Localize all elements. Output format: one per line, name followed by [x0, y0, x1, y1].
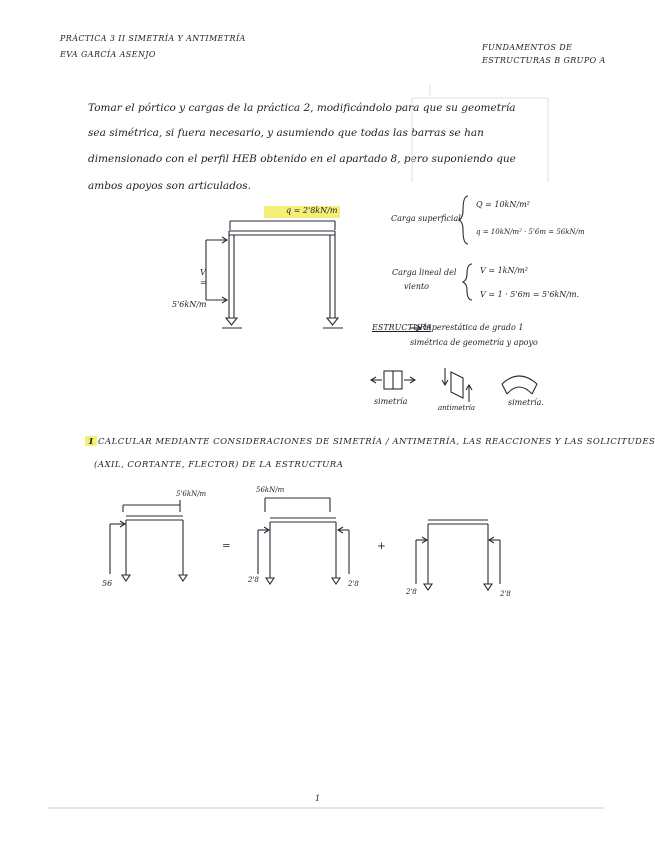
side-label-v: V	[200, 268, 206, 277]
course-name: FUNDAMENTOS DE	[482, 43, 573, 52]
right-support	[327, 318, 338, 325]
decomp-right-left: 2'8	[406, 588, 417, 596]
statement-line-3: dimensionado con el perfil HEB obtenido en el apartado 8, pero suponiendo que	[88, 153, 516, 165]
section-title-1: CALCULAR MEDIANTE CONSIDERACIONES DE SIMETRÍA / ANTIMETRÍA, LAS REACCIONES Y LAS SOLICITUDES	[98, 437, 655, 447]
surface-load-eq1: Q = 10kN/m²	[476, 200, 530, 209]
left-support	[226, 318, 237, 325]
decomp-left-side-load: 56	[102, 579, 113, 588]
statement-line-2: sea simétrica, si fuera necesario, y asumiendo que todas las barras se han	[88, 127, 484, 139]
decomp-right-right: 2'8	[500, 590, 511, 598]
antimetry-icon	[451, 372, 463, 398]
surface-load-eq2: q = 10kN/m² · 5'6m = 56kN/m	[476, 228, 585, 236]
page-number: 1	[315, 794, 321, 803]
structure-desc-1: hiperestática de grado 1	[424, 323, 524, 332]
antimetry-caption: antimetría	[438, 404, 476, 412]
side-label-eq: =	[200, 278, 207, 287]
wind-load-label-1: Carga lineal del	[392, 268, 457, 277]
decomp-mid-right: 2'8	[348, 580, 359, 588]
wind-load-eq1: V = 1kN/m²	[480, 266, 528, 275]
decomp-mid-top-load: 56kN/m	[256, 486, 285, 494]
decomp-left-top-load: 5'6kN/m	[176, 490, 207, 498]
decomp-equals: =	[222, 540, 231, 552]
symmetry-caption-2: simetría.	[508, 398, 544, 407]
wind-load-eq2: V = 1 · 5'6m = 5'6kN/m.	[480, 290, 580, 299]
section-number: 1	[88, 437, 95, 447]
course-group: ESTRUCTURAS B GRUPO A	[482, 56, 606, 65]
structure-desc-2: simétrica de geometría y apoyo	[410, 338, 538, 347]
wind-brace	[463, 264, 472, 300]
decomp-mid-left: 2'8	[248, 576, 259, 584]
top-load-label: q = 2'8kN/m	[286, 206, 338, 215]
practice-title: PRÁCTICA 3 II SIMETRÍA Y ANTIMETRÍA	[60, 34, 246, 43]
symmetry-caption-1: simetría	[374, 397, 408, 406]
surface-load-label: Carga superficial	[391, 214, 461, 223]
side-load-label: 5'6kN/m	[172, 300, 207, 309]
statement-line-1: Tomar el pórtico y cargas de la práctica 2, modificándolo para que su geometría	[88, 102, 516, 114]
symmetry-arc-icon	[502, 376, 537, 384]
statement-line-4: ambos apoyos son articulados.	[88, 180, 251, 192]
author-name: EVA GARCÍA ASENJO	[60, 50, 156, 59]
wind-load-label-2: viento	[404, 282, 429, 291]
structure-label: ESTRUCTURA	[372, 323, 432, 332]
decomp-plus: +	[377, 540, 386, 552]
section-title-2: (AXIL, CORTANTE, FLECTOR) DE LA ESTRUCTURA	[94, 460, 344, 470]
